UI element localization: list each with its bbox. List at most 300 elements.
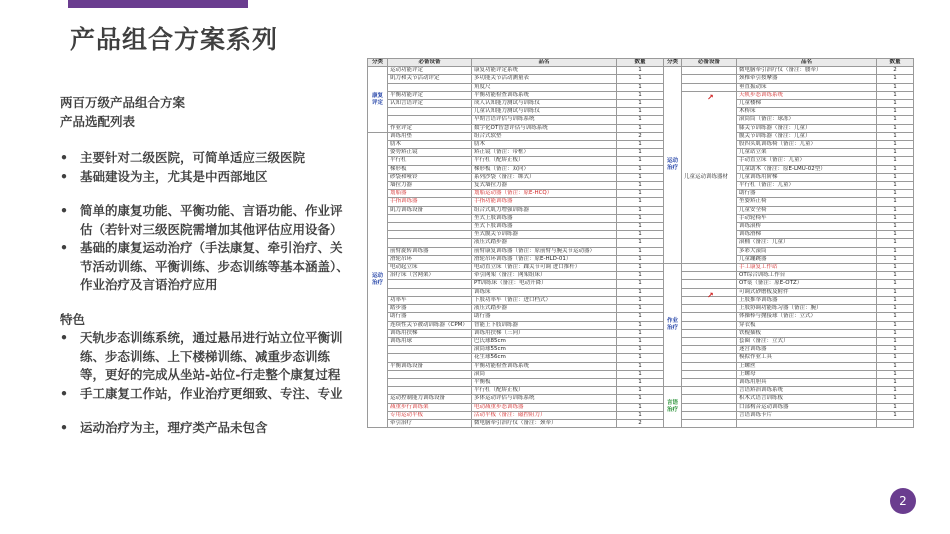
- product-name-cell: 滚筒筒（备注：球冻）: [737, 116, 877, 124]
- table-row: [664, 346, 914, 354]
- product-name-cell: 训练滚桥: [737, 223, 877, 231]
- product-name-cell: 手动直立床（备注：儿童）: [737, 157, 877, 165]
- device-cell: [682, 305, 737, 313]
- device-cell: 砂袋和哑铃: [388, 173, 472, 181]
- table-row: [368, 116, 664, 124]
- device-cell: [682, 346, 737, 354]
- product-name-cell: 儿童蹦跳器: [737, 255, 877, 263]
- quantity-cell: 1: [617, 223, 664, 231]
- table-row: [368, 247, 664, 255]
- quantity-cell: 1: [617, 247, 664, 255]
- table-row: [664, 91, 914, 99]
- device-cell: 运动功能评定: [388, 67, 472, 75]
- product-name-cell: 活动平板（备注：磁控阻力）: [472, 411, 617, 419]
- summary-panel: [60, 94, 350, 438]
- table-row: [368, 321, 664, 329]
- product-name-cell: 训练滑梯: [737, 231, 877, 239]
- table-row: [368, 190, 664, 198]
- header-name: 品名: [472, 59, 617, 67]
- table-row: [664, 280, 914, 288]
- table-row: [368, 132, 664, 140]
- quantity-cell: 1: [617, 346, 664, 354]
- quantity-cell: 1: [877, 108, 914, 116]
- device-cell: [682, 280, 737, 288]
- product-name-cell: 言语矫治训练系统: [737, 387, 877, 395]
- product-name-cell: 液压式踏步器: [472, 305, 617, 313]
- quantity-cell: 1: [617, 108, 664, 116]
- page-title: 产品组合方案系列: [70, 25, 279, 54]
- bullet-item: • 手工康复工作站，作业治疗更细致、专注、专业: [60, 385, 350, 404]
- product-name-cell: 组合式肌力增强训练器: [472, 206, 617, 214]
- product-name-cell: 平行杠（备注：儿童）: [737, 182, 877, 190]
- quantity-cell: 1: [877, 214, 914, 222]
- device-cell: [388, 116, 472, 124]
- quantity-cell: 1: [877, 190, 914, 198]
- device-cell: 助行器: [388, 313, 472, 321]
- quantity-cell: 1: [877, 264, 914, 272]
- product-name-cell: 牵引网架（备注：网架组床）: [472, 272, 617, 280]
- device-cell: [388, 288, 472, 296]
- quantity-cell: 2: [617, 132, 664, 140]
- product-name-cell: 下肢功率车（备注：进口档式）: [472, 296, 617, 304]
- table-row: [368, 288, 664, 296]
- device-cell: [388, 223, 472, 231]
- quantity-cell: 1: [877, 157, 914, 165]
- quantity-cell: 1: [877, 272, 914, 280]
- table-row: [368, 370, 664, 378]
- device-cell: [388, 214, 472, 222]
- device-cell: [682, 337, 737, 345]
- device-cell: [682, 67, 737, 75]
- product-name-cell: 电动直立床（备注：踝关节可调 进口推杆）: [472, 264, 617, 272]
- quantity-cell: 1: [617, 313, 664, 321]
- page-number: 2: [890, 488, 916, 514]
- quantity-cell: 1: [877, 354, 914, 362]
- product-name-cell: 微电脑牵引治疗仪（备注：颈牵）: [472, 419, 617, 427]
- device-cell: 平衡训练设备: [388, 362, 472, 370]
- quantity-cell: 1: [617, 337, 664, 345]
- product-name-cell: 多体运动评估与训练系统: [472, 395, 617, 403]
- product-name-cell: 划船运动器（备注：原E-HCQ）: [472, 190, 617, 198]
- quantity-cell: 1: [617, 411, 664, 419]
- quantity-cell: 1: [617, 239, 664, 247]
- device-cell: [682, 395, 737, 403]
- table-row: [664, 264, 914, 272]
- device-cell: [388, 239, 472, 247]
- table-row: [664, 288, 914, 296]
- device-cell: 功率车: [388, 296, 472, 304]
- quantity-cell: 1: [617, 141, 664, 149]
- product-name-cell: 上肢推举训练器: [737, 296, 877, 304]
- quantity-cell: 1: [877, 206, 914, 214]
- product-name-cell: 上螺母: [737, 370, 877, 378]
- table-row: [368, 223, 664, 231]
- quantity-cell: 1: [877, 255, 914, 263]
- device-cell: 肌力训练设备: [388, 206, 472, 214]
- category-cell: 康复评定: [368, 67, 388, 133]
- quantity-cell: 1: [617, 296, 664, 304]
- device-cell: 梯形板: [388, 165, 472, 173]
- table-row: [368, 329, 664, 337]
- device-cell: [682, 321, 737, 329]
- quantity-cell: 1: [617, 100, 664, 108]
- table-row: [368, 75, 664, 83]
- quantity-cell: 1: [617, 91, 664, 99]
- product-name-cell: 助行器: [472, 313, 617, 321]
- quantity-cell: 1: [877, 83, 914, 91]
- device-cell: 减重步行训练架: [388, 403, 472, 411]
- product-name-cell: 儿童训练用阶梯: [737, 173, 877, 181]
- quantity-cell: 1: [617, 354, 664, 362]
- product-name-cell: 角度尺: [472, 83, 617, 91]
- header-category: 分类: [664, 59, 682, 67]
- quantity-cell: 1: [617, 149, 664, 157]
- device-cell: [388, 231, 472, 239]
- quantity-cell: 1: [617, 182, 664, 190]
- device-cell: [682, 370, 737, 378]
- device-cell: [388, 108, 472, 116]
- table-row: [664, 337, 914, 345]
- table-row: [664, 75, 914, 83]
- quantity-cell: 1: [877, 411, 914, 419]
- quantity-cell: 1: [617, 280, 664, 288]
- product-name-cell: 穿衣板: [737, 321, 877, 329]
- header-qty: 数量: [617, 59, 664, 67]
- device-cell: 儿童运动训练器材: [682, 91, 737, 263]
- quantity-cell: 1: [617, 370, 664, 378]
- product-name-cell: 矫正镜（备注：带框）: [472, 149, 617, 157]
- product-name-cell: 助行器: [737, 190, 877, 198]
- category-cell: 运动治疗: [664, 67, 682, 264]
- quantity-cell: 2: [617, 419, 664, 427]
- quantity-cell: 1: [877, 239, 914, 247]
- quantity-cell: 1: [877, 132, 914, 140]
- table-row: [368, 395, 664, 403]
- product-name-cell: 手工康复工作站: [737, 264, 877, 272]
- product-name-cell: 垂直振动床: [737, 83, 877, 91]
- quantity-cell: 1: [617, 264, 664, 272]
- summary-subheading: 产品选配列表: [60, 113, 136, 129]
- product-name-cell: 儿童助木（备注：原E-LMU-02型）: [737, 165, 877, 173]
- product-name-cell: 坐式髋关节训练器: [472, 231, 617, 239]
- table-row: [368, 239, 664, 247]
- table-row: [664, 362, 914, 370]
- product-name-cell: 滚筒: [472, 370, 617, 378]
- product-name-cell: 坐姿矫正椅: [737, 198, 877, 206]
- quantity-cell: 1: [877, 305, 914, 313]
- device-cell: 踏步器: [388, 305, 472, 313]
- product-name-cell: PT训练床（备注：电动升降）: [472, 280, 617, 288]
- quantity-cell: 1: [877, 313, 914, 321]
- table-row: [368, 280, 664, 288]
- device-cell: [682, 329, 737, 337]
- quantity-cell: 1: [617, 214, 664, 222]
- table-row: [368, 165, 664, 173]
- product-table-left: [367, 58, 664, 428]
- device-cell: [388, 280, 472, 288]
- product-name-cell: 儿童站立架: [737, 149, 877, 157]
- device-cell: [682, 419, 737, 427]
- product-name-cell: 液压式踏步器: [472, 239, 617, 247]
- product-name-cell: 滚桶（备注：儿童）: [737, 239, 877, 247]
- quantity-cell: 1: [877, 329, 914, 337]
- table-row: [664, 272, 914, 280]
- quantity-cell: 1: [617, 288, 664, 296]
- device-cell: 平衡功能评定: [388, 91, 472, 99]
- quantity-cell: 1: [877, 116, 914, 124]
- bullet-item: • 天轨步态训练系统，通过悬吊进行站立位平衡训练、步态训练、上下楼梯训练、减重步态训练等，更好的完成从坐站-站位-行走整个康复过程: [60, 329, 350, 385]
- product-name-cell: 颈椎牵引按摩器: [737, 75, 877, 83]
- product-table-right: [663, 58, 914, 428]
- product-name-cell: 平衡功能检查训练系统: [472, 91, 617, 99]
- device-cell: [682, 75, 737, 83]
- quantity-cell: 1: [617, 378, 664, 386]
- table-row: [368, 378, 664, 386]
- table-row: [368, 305, 664, 313]
- product-name-cell: [737, 419, 877, 427]
- device-cell: [388, 83, 472, 91]
- bullet-item: • 基础的康复运动治疗（手法康复、牵引治疗、关节活动训练、平衡训练、步态训练等基本涵盖）、作业治疗及言语治疗应用: [60, 239, 350, 295]
- device-cell: [682, 264, 737, 272]
- product-name-cell: 梯形板（备注：双向）: [472, 165, 617, 173]
- top-accent-bar: [68, 0, 248, 8]
- table-row: [664, 67, 914, 75]
- device-cell: [682, 387, 737, 395]
- quantity-cell: 1: [877, 75, 914, 83]
- product-name-cell: 多彩大滚筒: [737, 247, 877, 255]
- table-row: [368, 313, 664, 321]
- table-row: [664, 321, 914, 329]
- product-name-cell: 言语训练卡片: [737, 411, 877, 419]
- quantity-cell: 1: [877, 149, 914, 157]
- device-cell: 训练用垫: [388, 132, 472, 140]
- quantity-cell: 1: [877, 387, 914, 395]
- product-name-cell: 手动轮椅车: [737, 214, 877, 222]
- quantity-cell: 1: [617, 403, 664, 411]
- device-cell: 作业评定: [388, 124, 472, 132]
- quantity-cell: 1: [617, 116, 664, 124]
- quantity-cell: [877, 419, 914, 427]
- product-name-cell: 套圈（备注：立式）: [737, 337, 877, 345]
- device-cell: 墙拉力器: [388, 182, 472, 190]
- table-row: [368, 403, 664, 411]
- device-cell: [388, 370, 472, 378]
- table-row: [368, 108, 664, 116]
- device-cell: 认知言语评定: [388, 100, 472, 108]
- category-cell: 言语治疗: [664, 387, 682, 428]
- quantity-cell: 1: [877, 378, 914, 386]
- quantity-cell: 1: [877, 124, 914, 132]
- bullet-item: • 运动治疗为主，理疗类产品未包含: [60, 419, 350, 438]
- device-cell: 滑轮吊环: [388, 255, 472, 263]
- product-name-cell: 训练用扶梯（三向）: [472, 329, 617, 337]
- product-name-cell: 手指功能训练器: [472, 198, 617, 206]
- quantity-cell: 1: [617, 362, 664, 370]
- category-cell: 作业治疗: [664, 264, 682, 387]
- quantity-cell: 1: [877, 231, 914, 239]
- table-row: [368, 100, 664, 108]
- quantity-cell: 1: [877, 198, 914, 206]
- table-row: [368, 214, 664, 222]
- table-row: [368, 141, 664, 149]
- quantity-cell: 1: [877, 100, 914, 108]
- product-name-cell: 上螺丝: [737, 362, 877, 370]
- quantity-cell: 1: [617, 157, 664, 165]
- table-row: [368, 337, 664, 345]
- product-name-cell: 可调式砂磨板及附件: [737, 288, 877, 296]
- device-cell: 训练用球: [388, 337, 472, 345]
- device-cell: [682, 378, 737, 386]
- quantity-cell: 1: [617, 206, 664, 214]
- product-name-cell: 体操棒与抛接球（备注：立式）: [737, 313, 877, 321]
- product-name-cell: 早期言语评估与训练系统: [472, 116, 617, 124]
- quantity-cell: 1: [877, 337, 914, 345]
- quantity-cell: 1: [877, 370, 914, 378]
- device-cell: 治疗床（含网架）: [388, 272, 472, 280]
- product-name-cell: 平行杠（配矫正板）: [472, 157, 617, 165]
- table-row: [368, 182, 664, 190]
- quantity-cell: 1: [617, 395, 664, 403]
- table-row: [664, 411, 914, 419]
- quantity-cell: 1: [617, 329, 664, 337]
- category-cell: 运动治疗: [368, 132, 388, 427]
- table-row: [664, 403, 914, 411]
- table-row: [368, 387, 664, 395]
- product-name-cell: 股四头肌训练椅（备注：儿童）: [737, 141, 877, 149]
- quantity-cell: 1: [877, 346, 914, 354]
- quantity-cell: 1: [877, 247, 914, 255]
- table-row: [368, 149, 664, 157]
- table-row: [664, 378, 914, 386]
- device-cell: [388, 354, 472, 362]
- highlight-arrow-icon: ↗: [707, 93, 714, 102]
- product-name-cell: 滑轮吊环训练器（备注：原E-HLD-01）: [472, 255, 617, 263]
- table-row: [368, 354, 664, 362]
- product-name-cell: 系列沙袋（备注：绑式）: [472, 173, 617, 181]
- device-cell: 运动控制能力训练设备: [388, 395, 472, 403]
- product-name-cell: 平行杠（配矫正板）: [472, 387, 617, 395]
- device-cell: 训练用扶梯: [388, 329, 472, 337]
- table-row: [664, 354, 914, 362]
- product-name-cell: 迷宫训练器: [737, 346, 877, 354]
- quantity-cell: 1: [617, 321, 664, 329]
- product-name-cell: 儿童楼梯: [737, 100, 877, 108]
- device-cell: 连续性关节被动训练器（CPM）: [388, 321, 472, 329]
- device-cell: 肌力和关节活动评定: [388, 75, 472, 83]
- device-cell: [388, 378, 472, 386]
- product-name-cell: 数字化OT智慧评估与训练系统: [472, 124, 617, 132]
- device-cell: [682, 403, 737, 411]
- product-name-cell: 模拟作业工具: [737, 354, 877, 362]
- device-cell: [388, 387, 472, 395]
- product-name-cell: 平衡板: [472, 378, 617, 386]
- quantity-cell: 1: [617, 165, 664, 173]
- product-name-cell: 复式墙拉力器: [472, 182, 617, 190]
- product-name-cell: 坐式下肢训练器: [472, 223, 617, 231]
- product-name-cell: 髋关节训练器（备注：儿童）: [737, 132, 877, 140]
- product-name-cell: 康复功能评定系统: [472, 67, 617, 75]
- table-row: [368, 83, 664, 91]
- product-name-cell: 训练用胆具: [737, 378, 877, 386]
- product-name-cell: 巴氏球85cm: [472, 337, 617, 345]
- product-name-cell: 微电脑牵引治疗仪（备注：腰牵）: [737, 67, 877, 75]
- product-name-cell: 肋木: [472, 141, 617, 149]
- product-name-cell: 花生球56cm: [472, 354, 617, 362]
- quantity-cell: 1: [617, 231, 664, 239]
- device-cell: 电动起立床: [388, 264, 472, 272]
- quantity-cell: 1: [877, 165, 914, 173]
- quantity-cell: 1: [877, 403, 914, 411]
- table-row: [368, 264, 664, 272]
- device-cell: [682, 362, 737, 370]
- product-name-cell: 训练床: [472, 288, 617, 296]
- quantity-cell: 1: [617, 190, 664, 198]
- quantity-cell: 1: [877, 141, 914, 149]
- table-row: [368, 157, 664, 165]
- quantity-cell: 1: [617, 305, 664, 313]
- header-name: 品名: [737, 59, 877, 67]
- table-row: [664, 313, 914, 321]
- bullet-list-b: [60, 202, 350, 295]
- product-name-cell: 口部构音运动训练器: [737, 403, 877, 411]
- summary-heading: 两百万级产品组合方案: [60, 95, 186, 110]
- quantity-cell: 1: [877, 280, 914, 288]
- device-cell: 专用运动平板: [388, 411, 472, 419]
- product-name-cell: 木桥床: [737, 108, 877, 116]
- table-row: [664, 395, 914, 403]
- table-row: [368, 206, 664, 214]
- table-row: [368, 255, 664, 263]
- quantity-cell: 1: [877, 182, 914, 190]
- quantity-cell: 1: [617, 124, 664, 132]
- quantity-cell: 1: [877, 288, 914, 296]
- bullet-item: • 简单的康复功能、平衡功能、言语功能、作业评估（若针对三级医院需增加其他评估应用设备）: [60, 202, 350, 239]
- bullet-item: • 主要针对二级医院，可简单适应三级医院: [60, 149, 350, 168]
- product-name-cell: OT综合训练工作台: [737, 272, 877, 280]
- bullet-list-c: [60, 329, 350, 403]
- product-name-cell: 电动减重步态训练器: [472, 403, 617, 411]
- table-row: [368, 198, 664, 206]
- device-cell: [682, 354, 737, 362]
- product-name-cell: 组合式软垫: [472, 132, 617, 140]
- table-row: [664, 387, 914, 395]
- table-row: [664, 83, 914, 91]
- device-cell: 肋木: [388, 141, 472, 149]
- device-cell: 手指训练器: [388, 198, 472, 206]
- product-name-cell: 天轨步态训练系统: [737, 91, 877, 99]
- product-name-cell: 多功能关节活动测量表: [472, 75, 617, 83]
- table-row: [368, 346, 664, 354]
- product-name-cell: 上肢协调功能练习器（备注：腕）: [737, 305, 877, 313]
- product-name-cell: 成人认知能力测试与训练仪: [472, 100, 617, 108]
- device-cell: [682, 83, 737, 91]
- table-row: [368, 272, 664, 280]
- table-row: [664, 419, 914, 427]
- quantity-cell: 1: [877, 296, 914, 304]
- header-device: 必备设备: [682, 59, 737, 67]
- table-row: [664, 305, 914, 313]
- table-row: [368, 411, 664, 419]
- device-cell: [682, 313, 737, 321]
- table-row: [664, 370, 914, 378]
- table-row: [664, 296, 914, 304]
- product-name-cell: 平衡功能检查训练系统: [472, 362, 617, 370]
- device-cell: 前臂旋转训练器: [388, 247, 472, 255]
- header-qty: 数量: [877, 59, 914, 67]
- device-cell: [682, 411, 737, 419]
- table-row: [368, 362, 664, 370]
- header-device: 必备设备: [388, 59, 472, 67]
